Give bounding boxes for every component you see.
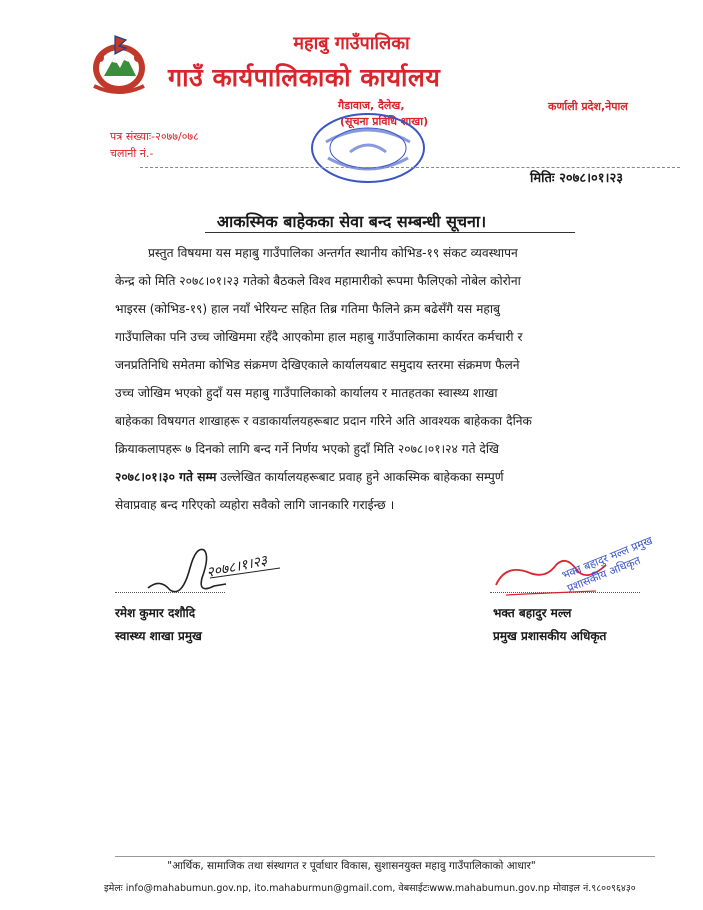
body-line	[115, 468, 685, 485]
office-address: गैडावाज, दैलेख,	[338, 99, 405, 112]
body-line: भाइरस (कोभिड-१९) हाल नयाँ भेरियन्ट सहित तिब्र गतिमा फैलिने क्रम बढेसँगै यस महाबु	[115, 302, 501, 316]
notice-subject: आकस्मिक बाहेकका सेवा बन्द सम्बन्धी सूचना।	[216, 212, 487, 231]
office-title: गाउँ कार्यपालिकाको कार्यालय	[168, 63, 441, 92]
body-line: केन्द्र को मिति २०७८।०१।२३ गतेको बैठकले विश्व महामारीको रूपमा फैलिएको नोबेल कोरोना	[115, 274, 521, 288]
left-signatory-name: रमेश कुमार दशौदि	[115, 606, 196, 620]
left-signatory-title: स्वास्थ्य शाखा प्रमुख	[115, 629, 202, 643]
office-section: (सूचना प्रविधि शाखा)	[340, 115, 429, 128]
body-line: गाउँपालिका पनि उच्च जोखिममा रहँदै आएकोमा हाल महाबु गाउँपालिकामा कार्यरत कर्मचारी र	[115, 330, 523, 344]
dispatch-number: चलानी नं.-	[110, 147, 154, 160]
footer-contact: इमेलः info@mahabumun.gov.np, ito.mahaburmun@gmail.com, वेबसाईटःwww.mahabumun.gov.np मोवाइल नं.९८००९६४३०	[104, 883, 636, 894]
right-sign-line	[490, 592, 640, 593]
body-line: क्रियाकलापहरू ७ दिनको लागि बन्द गर्ने निर्णय भएको हुदाँ मिति २०७८।०१।२४ गते देखि	[115, 442, 499, 456]
office-stamp	[304, 108, 432, 186]
left-signature-date: २०७८।१।२३	[205, 552, 269, 582]
body-line-rest: उल्लेखित कार्यालयहरूबाट प्रवाह हुने आकस्मिक बाहेकका सम्पुर्ण	[216, 470, 504, 484]
province: कर्णाली प्रदेश,नेपाल	[548, 100, 628, 113]
body-line: उच्च जोखिम भएको हुदाँ यस महाबु गाउँपालिकाको कार्यालय र मातहतका स्वास्थ्य शाखा	[115, 386, 498, 400]
org-name: महाबु गाउँपालिका	[293, 33, 410, 54]
right-signatory-title: प्रमुख प्रशासकीय अधिकृत	[493, 629, 607, 643]
body-line: जनप्रतिनिधि समेतमा कोभिड संक्रमण देखिएकाले कार्यालयबाट समुदाय स्तरमा संक्रमण फैलने	[115, 358, 520, 372]
body-line: सेवाप्रवाह बन्द गरिएको व्यहोरा सवैको लागि जानकारि गराईन्छ ।	[115, 498, 395, 512]
body-line: प्रस्तुत विषयमा यस महाबु गाउँपालिका अन्तर्गत स्थानीय कोभिड-१९ संकट व्यवस्थापन	[148, 246, 518, 260]
reference-number: पत्र संख्याः-२०७७/०७८	[110, 130, 199, 143]
left-sign-line	[115, 592, 225, 593]
letter-date: मितिः २०७८।०१।२३	[530, 171, 624, 186]
body-bold-date: २०७८।०१।३० गते सम्म	[115, 470, 217, 484]
body-line: बाहेकका विषयगत शाखाहरू र वडाकार्यालयहरूबाट प्रदान गरिने अति आवश्यक बाहेकका दैनिक	[115, 414, 532, 428]
right-signatory-name: भक्त बहादुर मल्ल	[493, 606, 572, 620]
footer-divider	[115, 856, 655, 857]
subject-underline	[205, 232, 575, 233]
footer-motto: "आर्थिक, सामाजिक तथा संस्थागत र पूर्वाधार विकास, सुशासनयुक्त महावु गाउँपालिकाको आधार"	[167, 860, 536, 872]
right-stamp-text: भक्त बहादुर मल्ल प्रमुख प्रशासकीय अधिकृत	[560, 533, 655, 596]
